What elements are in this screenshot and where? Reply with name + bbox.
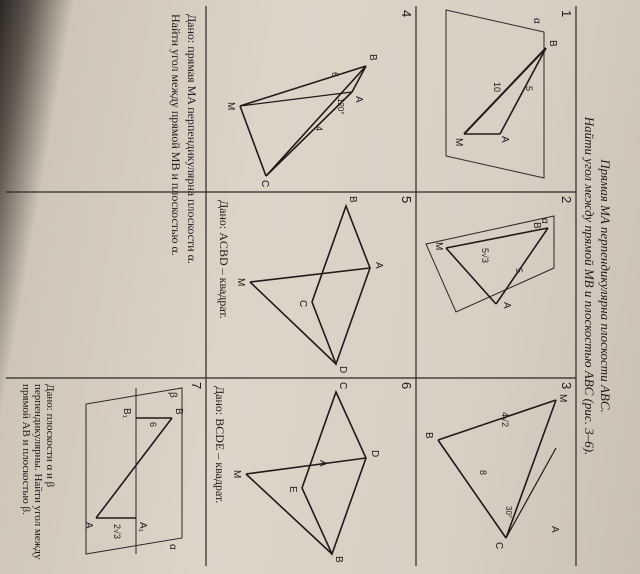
cell-2 xyxy=(416,192,576,378)
figure-1 xyxy=(416,6,576,192)
label-a: A xyxy=(83,522,94,529)
label-b: B xyxy=(531,222,542,229)
task-title-line-1: Прямая MA перпендикулярна плоскости ABC. xyxy=(598,159,613,413)
label-c: C xyxy=(297,300,308,308)
label-m: M xyxy=(231,470,242,479)
label-a: A xyxy=(373,262,384,269)
cell-number: 5 xyxy=(399,196,414,204)
label-a: A xyxy=(499,136,510,143)
cell-7 xyxy=(6,378,206,566)
figure-5 xyxy=(206,192,416,378)
cell-6 xyxy=(206,378,416,566)
label-a: A xyxy=(353,96,364,103)
label-b: B xyxy=(347,196,358,203)
length-ac: 4 xyxy=(314,126,324,132)
length-mb: 10 xyxy=(492,82,502,93)
label-m: M xyxy=(453,138,464,147)
cell-number: 6 xyxy=(399,382,414,390)
label-alpha: α xyxy=(539,218,550,224)
figure-3 xyxy=(416,378,576,566)
cell-1 xyxy=(416,6,576,192)
figure-6 xyxy=(206,378,416,566)
label-m: M xyxy=(433,242,444,251)
cell-number: 4 xyxy=(399,10,414,18)
label-b: B xyxy=(367,54,378,61)
label-a: A xyxy=(317,460,328,467)
length-ma: 4√2 xyxy=(500,412,510,427)
label-d: D xyxy=(337,366,348,374)
label-m: M xyxy=(225,102,236,111)
aside-box xyxy=(6,6,206,378)
length-ma: 5√3 xyxy=(480,248,490,263)
angle-label: 30° xyxy=(504,506,513,519)
label-alpha: α xyxy=(167,544,178,550)
cell-4 xyxy=(206,6,416,192)
length-mb: 8 xyxy=(478,470,488,476)
given-text: Дано: плоскости α и β перпендикулярны. Найти угол между прямой AB и плоскостью β. xyxy=(20,384,56,560)
label-beta: β xyxy=(167,392,178,398)
label-c: C xyxy=(493,542,504,550)
cell-number: 3 xyxy=(559,382,574,390)
label-b: B xyxy=(173,408,184,415)
label-alpha: α xyxy=(531,18,542,24)
length-ab: 6 xyxy=(330,72,340,78)
cell-5 xyxy=(206,192,416,378)
label-b1: B₁ xyxy=(121,408,132,419)
length-ab: 5 xyxy=(524,86,534,92)
angle-label: 120° xyxy=(336,98,345,115)
aside-line-2: Найти угол между прямой MB и плоскостью α. xyxy=(169,14,183,256)
label-m: M xyxy=(235,278,246,287)
cell-number: 1 xyxy=(559,10,574,18)
cell-number: 7 xyxy=(189,382,204,390)
task-title-line-2: Найти угол между прямой MB и плоскостью ABC (рис. 3–6). xyxy=(582,116,597,456)
figure-4 xyxy=(206,6,416,192)
label-b: B xyxy=(423,432,434,439)
length-bb1: 6 xyxy=(148,422,158,428)
label-e: E xyxy=(287,486,298,493)
label-b: B xyxy=(333,556,344,563)
figure-7 xyxy=(56,378,206,566)
length-aa1: 2√3 xyxy=(112,524,122,539)
label-c: C xyxy=(259,180,270,188)
label-c: C xyxy=(337,382,348,390)
given-text: Дано: BCDE – квадрат. xyxy=(213,386,227,504)
aside-line-1: Дано: прямая MA перпендикулярна плоскости α. xyxy=(185,14,199,264)
label-b: B xyxy=(547,40,558,47)
cell-3 xyxy=(416,378,576,566)
given-text: Дано: ACBD – квадрат. xyxy=(217,200,231,319)
label-d: D xyxy=(369,450,380,458)
label-a1: A₁ xyxy=(137,522,148,533)
label-a: A xyxy=(501,302,512,309)
textbook-page xyxy=(6,6,616,566)
figure-2 xyxy=(416,192,576,378)
length-ab: 5 xyxy=(514,268,524,274)
cell-number: 2 xyxy=(559,196,574,204)
label-m: M xyxy=(557,394,568,403)
label-a: A xyxy=(549,526,560,533)
